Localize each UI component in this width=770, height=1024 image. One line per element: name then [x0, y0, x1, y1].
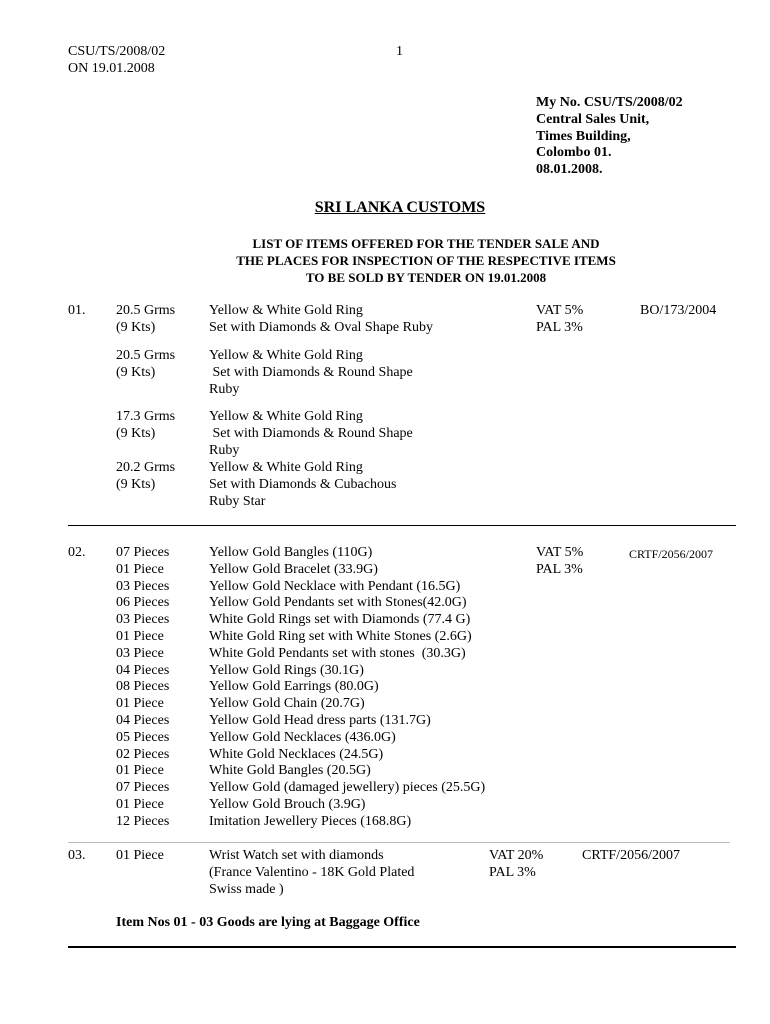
desc: Yellow Gold Brouch (3.9G) — [209, 796, 366, 812]
desc: Yellow Gold Necklace with Pendant (16.5G) — [209, 578, 461, 594]
desc: Yellow Gold Pendants set with Stones(42.0G) — [209, 595, 467, 611]
item02-ref: CRTF/2056/2007 — [629, 547, 713, 561]
desc: (France Valentino - 18K Gold Plated — [209, 864, 415, 880]
qty: 20.2 Grms — [116, 460, 176, 475]
qty: 01 Piece — [116, 763, 164, 779]
qty: 07 Pieces — [116, 780, 170, 796]
desc: Yellow Gold Rings (30.1G) — [209, 662, 364, 678]
subtitle-line: LIST OF ITEMS OFFERED FOR THE TENDER SALE AND — [252, 236, 600, 251]
vat: VAT 20% — [489, 848, 544, 863]
address-block — [536, 95, 683, 179]
item-number: 03. — [68, 848, 86, 863]
vat: VAT 5% — [536, 545, 584, 560]
desc: Yellow Gold Necklaces (436.0G) — [209, 729, 396, 745]
qty: 06 Pieces — [116, 595, 170, 611]
item02-qty-column — [116, 545, 169, 831]
divider — [68, 525, 736, 526]
desc: Yellow & White Gold Ring — [209, 409, 363, 424]
desc: Yellow Gold Head dress parts (131.7G) — [209, 712, 431, 728]
qty: 07 Pieces — [116, 545, 170, 560]
qty: 17.3 Grms — [116, 409, 176, 424]
desc: Swiss made ) — [209, 881, 284, 897]
item01-tax — [536, 303, 583, 337]
item01-group-4-qty — [116, 460, 175, 494]
address-line: Central Sales Unit, — [536, 111, 650, 127]
qty: 03 Pieces — [116, 578, 170, 594]
qty: (9 Kts) — [116, 364, 156, 380]
desc: Yellow Gold Bracelet (33.9G) — [209, 561, 378, 577]
desc: White Gold Rings set with Diamonds (77.4 G) — [209, 612, 471, 628]
address-line: Colombo 01. — [536, 145, 612, 161]
ref-line-1: CSU/TS/2008/02 — [68, 44, 166, 59]
address-line: 08.01.2008. — [536, 162, 603, 178]
qty: 01 Piece — [116, 796, 164, 812]
subtitle-line: THE PLACES FOR INSPECTION OF THE RESPECTIVE ITEMS — [236, 252, 616, 268]
desc: Yellow Gold Earrings (80.0G) — [209, 679, 379, 695]
desc: Set with Diamonds & Round Shape — [209, 364, 413, 380]
qty: 01 Piece — [116, 628, 164, 644]
qty: 03 Pieces — [116, 612, 170, 628]
item01-ref: BO/173/2004 — [640, 303, 717, 318]
desc: Imitation Jewellery Pieces (168.8G) — [209, 813, 412, 829]
item01-group-2-desc — [209, 348, 413, 398]
subtitle-line: TO BE SOLD BY TENDER ON 19.01.2008 — [305, 269, 547, 285]
item03-qty: 01 Piece — [116, 848, 164, 863]
page-number: 1 — [396, 44, 403, 59]
item-number: 02. — [68, 545, 86, 560]
qty: 04 Pieces — [116, 662, 170, 678]
address-line: My No. CSU/TS/2008/02 — [536, 95, 683, 110]
item01-group-2-qty — [116, 348, 175, 382]
bottom-rule — [68, 946, 736, 948]
item01-group-3-qty — [116, 409, 175, 443]
qty: 03 Piece — [116, 645, 164, 661]
pal: PAL 3% — [536, 561, 583, 577]
pal: PAL 3% — [536, 319, 583, 335]
vat: VAT 5% — [536, 303, 584, 318]
qty: 20.5 Grms — [116, 348, 176, 363]
item01-group-4-desc — [209, 460, 396, 510]
item03-tax — [489, 848, 543, 882]
item02-tax — [536, 545, 583, 579]
item01-group-1-desc — [209, 303, 433, 337]
address-line: Times Building, — [536, 128, 631, 144]
desc: Yellow Gold Bangles (110G) — [209, 545, 373, 560]
desc: White Gold Pendants set with stones (30.3G) — [209, 645, 466, 661]
qty: (9 Kts) — [116, 476, 156, 492]
page-title: SRI LANKA CUSTOMS — [314, 199, 486, 216]
qty: 12 Pieces — [116, 813, 170, 829]
desc: Yellow Gold (damaged jewellery) pieces (25.5G) — [209, 780, 486, 796]
qty: 01 Piece — [116, 561, 164, 577]
subtitle — [0, 236, 770, 286]
qty: 02 Pieces — [116, 746, 170, 762]
ref-line-2: ON 19.01.2008 — [68, 61, 155, 76]
desc: Wrist Watch set with diamonds — [209, 848, 384, 863]
qty: 01 Piece — [116, 696, 164, 712]
qty: 20.5 Grms — [116, 303, 176, 318]
desc: White Gold Bangles (20.5G) — [209, 763, 371, 779]
item01-group-1-qty — [116, 303, 175, 337]
desc: Yellow & White Gold Ring — [209, 460, 363, 475]
desc: Yellow & White Gold Ring — [209, 348, 363, 363]
item03-ref: CRTF/2056/2007 — [582, 848, 680, 863]
qty: 08 Pieces — [116, 679, 170, 695]
item01-group-3-desc — [209, 409, 413, 459]
desc: Ruby — [209, 442, 240, 458]
desc: Set with Diamonds & Round Shape — [209, 425, 413, 441]
desc: White Gold Necklaces (24.5G) — [209, 746, 384, 762]
desc: Set with Diamonds & Cubachous — [209, 476, 397, 492]
desc: Ruby — [209, 381, 240, 397]
desc: Yellow Gold Chain (20.7G) — [209, 696, 365, 712]
desc: Yellow & White Gold Ring — [209, 303, 363, 318]
item03-desc — [209, 848, 414, 898]
divider — [68, 842, 730, 843]
footer-note: Item Nos 01 - 03 Goods are lying at Baggage Office — [116, 915, 420, 930]
desc: Ruby Star — [209, 493, 266, 509]
item-number: 01. — [68, 303, 86, 318]
qty: (9 Kts) — [116, 319, 156, 335]
qty: (9 Kts) — [116, 425, 156, 441]
desc: White Gold Ring set with White Stones (2.6G) — [209, 628, 472, 644]
item02-desc-column — [209, 545, 485, 831]
qty: 05 Pieces — [116, 729, 170, 745]
qty: 04 Pieces — [116, 712, 170, 728]
desc: Set with Diamonds & Oval Shape Ruby — [209, 319, 433, 335]
pal: PAL 3% — [489, 864, 536, 880]
